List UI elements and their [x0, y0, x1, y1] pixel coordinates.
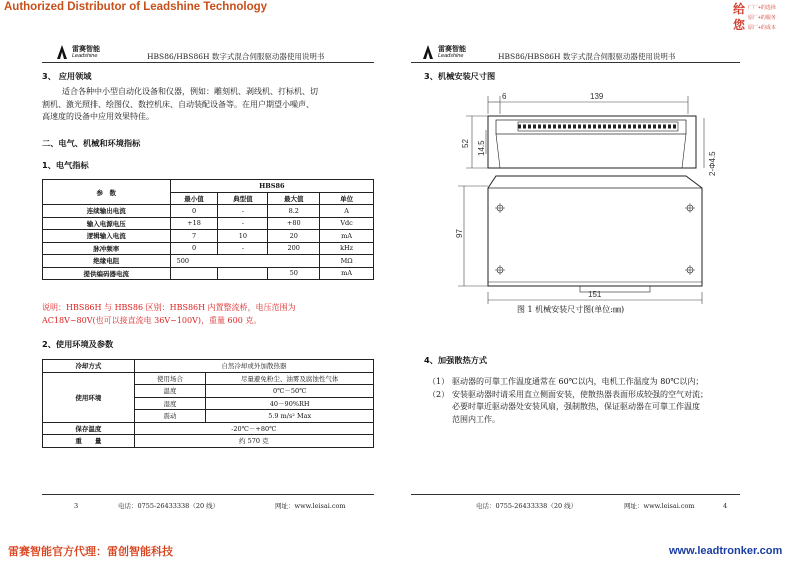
cell: 5.9 m/s² Max [206, 410, 374, 423]
list-item-text: 范围内工作。 [452, 414, 500, 424]
cell [170, 267, 218, 280]
cell: 0 [170, 205, 218, 218]
col-header: 典型值 [218, 192, 268, 205]
row-name: 保存温度 [43, 422, 135, 435]
table-row [43, 230, 374, 243]
electrical-spec-table [42, 179, 374, 280]
list-item [428, 389, 748, 427]
row-name: 冷却方式 [43, 360, 135, 373]
cell: MΩ [320, 255, 374, 268]
row-name: 使用环境 [43, 372, 135, 422]
col-header: 最大值 [268, 192, 320, 205]
left-footer-rule [42, 494, 374, 495]
corner-logo-char-2: 您 [733, 18, 746, 32]
row-name: 连续输出电流 [43, 205, 171, 218]
right-footer-rule [411, 494, 740, 495]
row-name: 输入电源电压 [43, 217, 171, 230]
dim-6: 6 [502, 92, 507, 101]
cell: 50 [268, 267, 320, 280]
cell: - [218, 242, 268, 255]
mechanical-drawing [440, 88, 730, 320]
row-name: 提供编码器电流 [43, 267, 171, 280]
corner-logo-char-1: 给 [733, 2, 746, 16]
list-item [428, 376, 748, 389]
cell: -20℃－+80℃ [134, 422, 373, 435]
row-name: 重 量 [43, 435, 135, 448]
note-line-2: AC18V~80V(也可以接直流电 36V~100V)，重量 600 克。 [42, 315, 262, 325]
dim-hole: 2-Φ4.5 [708, 151, 717, 176]
list-item-text: 驱动器的可靠工作温度通常在 60℃以内，电机工作温度为 80℃以内； [452, 377, 704, 386]
cell: 0℃－50℃ [206, 385, 374, 398]
leadshine-logo [54, 43, 114, 63]
param-header: 参 数 [43, 180, 171, 205]
cell: A [320, 205, 374, 218]
cell: 500 [170, 255, 320, 268]
right-footer-web: 网址：www.leisai.com [624, 502, 695, 510]
cell: mA [320, 267, 374, 280]
terminal-block [518, 122, 678, 131]
table-row [43, 180, 374, 193]
mount-hole-icon [685, 265, 695, 275]
logo-sub: Leadshine [72, 53, 98, 59]
right-doc-title: HBS86/HBS86H 数字式混合伺服驱动器使用说明书 [498, 52, 676, 61]
cell: 尽量避免粉尘、油雾及腐蚀性气体 [206, 372, 374, 385]
left-footer-phone: 电话：0755-26433338（20 线） [118, 502, 220, 510]
corner-logo [733, 2, 791, 36]
logo-sub: Leadshine [438, 53, 464, 59]
cell: 200 [268, 242, 320, 255]
dim-97: 97 [455, 229, 464, 238]
leadshine-logo-icon [54, 43, 70, 61]
mount-hole-icon [495, 203, 505, 213]
right-s3-title: 3、机械安装尺寸图 [424, 71, 496, 81]
list-item-number: （1） [428, 377, 450, 386]
left-footer-web: 网址：www.leisai.com [275, 502, 346, 510]
mount-hole-icon [495, 265, 505, 275]
table-row [43, 360, 374, 373]
distributor-banner: Authorized Distributor of Leadshine Technology [4, 1, 268, 13]
left-s1-title: 1、电气指标 [42, 160, 89, 170]
cell: 湿度 [134, 397, 206, 410]
environment-table [42, 359, 374, 448]
left-s3-line-2: 割机、激光照排、绘图仪、数控机床、自动装配设备等。在用户期望小噪声、 [42, 99, 314, 109]
left-section-title: 二、电气、机械和环境指标 [42, 138, 141, 148]
col-header: 单位 [320, 192, 374, 205]
model-header: HBS86 [170, 180, 373, 193]
cell: 10 [218, 230, 268, 243]
cell: Vdc [320, 217, 374, 230]
agent-banner: 雷赛智能官方代理：雷创智能科技 [8, 546, 173, 558]
row-name: 逻辑输入电流 [43, 230, 171, 243]
left-page-number: 3 [74, 502, 79, 510]
col-header: 最小值 [170, 192, 218, 205]
figure-caption: 图 1 机械安装尺寸图(单位:㎜) [517, 305, 625, 314]
corner-slogan-2: 原厂+的服务 [748, 15, 776, 21]
leadshine-logo [420, 43, 480, 63]
right-s4-title: 4、加强散热方式 [424, 355, 488, 365]
dim-14-5: 14.5 [477, 140, 486, 156]
cell: +80 [268, 217, 320, 230]
mount-hole-icon [685, 203, 695, 213]
cell: 自然冷却或外加散热器 [134, 360, 373, 373]
table-row [43, 267, 374, 280]
list-item-number: （2） [428, 389, 450, 399]
cell: 震动 [134, 410, 206, 423]
left-doc-title: HBS86/HBS86H 数字式混合伺服驱动器使用说明书 [147, 52, 325, 61]
list-item-text: 必要时靠近驱动器处安装风扇，强制散热，保证驱动器在可靠工作温度 [452, 402, 700, 411]
left-s3-body [42, 86, 374, 124]
right-footer-phone: 电话：0755-26433338（20 线） [476, 502, 578, 510]
corner-slogan-3: 原厂+的成本 [748, 25, 776, 31]
row-name: 脉冲频率 [43, 242, 171, 255]
cell [218, 267, 268, 280]
cell: kHz [320, 242, 374, 255]
cell: 7 [170, 230, 218, 243]
left-s3-line-3: 高速度的设备中应用效果特佳。 [42, 112, 154, 121]
left-header-rule [42, 62, 374, 63]
table-row [43, 435, 374, 448]
leadshine-logo-icon [420, 43, 436, 61]
cell: +18 [170, 217, 218, 230]
cell: 8.2 [268, 205, 320, 218]
left-s2-title: 2、使用环境及参数 [42, 339, 114, 349]
cell: 0 [170, 242, 218, 255]
list-item-text: 安装驱动器时请采用直立侧面安装，使散热器表面形成较强的空气对流； [452, 389, 708, 399]
table-row [43, 217, 374, 230]
website-link[interactable]: www.leadtronker.com [669, 545, 783, 557]
table-row [43, 372, 374, 385]
cell: 约 570 克 [134, 435, 373, 448]
left-s3-title: 3、 应用领域 [42, 71, 92, 81]
logo-brand: 雷赛智能 [438, 46, 466, 53]
cell: 使用场合 [134, 372, 206, 385]
right-page-number: 4 [723, 502, 728, 510]
table-row [43, 255, 374, 268]
cooling-list [428, 376, 748, 426]
cell: 温度 [134, 385, 206, 398]
right-header-rule [411, 62, 740, 63]
table-row [43, 242, 374, 255]
cell: mA [320, 230, 374, 243]
row-name: 绝缘电阻 [43, 255, 171, 268]
cell: 40－90%RH [206, 397, 374, 410]
cell: 20 [268, 230, 320, 243]
corner-slogan-1: 厂厂+的选择 [748, 5, 776, 11]
logo-brand: 雷赛智能 [72, 46, 100, 53]
left-s3-line-1: 适合各种中小型自动化设备和仪器，例如：雕刻机、剥线机、打标机、切 [62, 87, 318, 96]
table-row [43, 205, 374, 218]
cell: - [218, 205, 268, 218]
note-line-1: 说明：HBS86H 与 HBS86 区别：HBS86H 内置整流桥，电压范围为 [42, 303, 296, 312]
dim-52: 52 [461, 139, 470, 148]
table-row [43, 422, 374, 435]
dim-151: 151 [588, 290, 602, 299]
left-note [42, 302, 378, 327]
cell: - [218, 217, 268, 230]
dim-139: 139 [590, 92, 604, 101]
